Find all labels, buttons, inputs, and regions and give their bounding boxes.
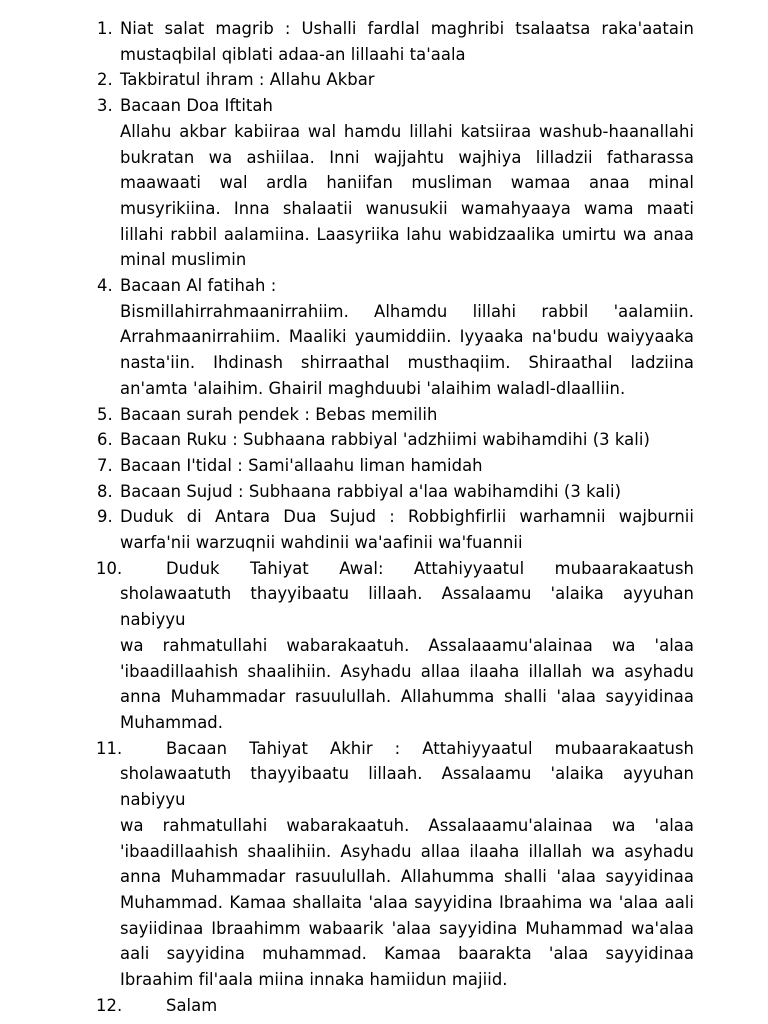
item-number: 2.: [97, 70, 113, 90]
item-text-line: Duduk di Antara Dua Sujud : Robbighfirlii warhamnii wajburnii: [120, 507, 694, 527]
item-text-line: mustaqbilal qiblati adaa-an lillaahi ta'aala: [120, 44, 466, 64]
list-item: [0, 67, 768, 93]
item-text-line: Muhammad. Kamaa shallaita 'alaa sayyidina Ibraahima wa 'alaa aali: [120, 892, 694, 912]
item-text-line: 'ibaadillaahish shaalihiin. Asyhadu allaa ilaaha illallah wa asyhadu: [120, 661, 694, 681]
item-text-line: maawaati wal ardla haniifan musliman wamaa anaa minal: [120, 173, 694, 193]
item-text-line: anna Muhammadar rasuulullah. Allahumma shalli 'alaa sayyidinaa: [120, 867, 694, 887]
item-text-line: Salam: [166, 995, 218, 1015]
item-number: 6.: [97, 430, 113, 450]
item-number: 12.: [96, 995, 123, 1015]
item-text-line: Arrahmaanirrahiim. Maaliki yaumiddiin. Iyyaaka na'budu waiyyaaka: [120, 327, 694, 347]
item-heading: Bacaan Doa Iftitah: [120, 96, 273, 116]
item-first-line: [96, 736, 694, 762]
item-text-line: Takbiratul ihram : Allahu Akbar: [120, 70, 375, 90]
item-number: 10.: [96, 558, 123, 578]
list-item: [0, 16, 768, 67]
item-text-line: bukratan wa ashiilaa. Inni wajjahtu wajhiya lilladzii fatharassa: [120, 147, 694, 167]
item-number: 5.: [97, 404, 113, 424]
item-text-line: minal muslimin: [120, 250, 247, 270]
prayer-steps-list: [0, 16, 768, 1018]
item-number: 8.: [97, 481, 113, 501]
item-text-line: Muhammad.: [120, 712, 224, 732]
list-item: [0, 993, 768, 1019]
item-text-line: sholawaatuth thayyibaatu lillaah. Assalaamu 'alaika ayyuhan nabiyyu: [120, 764, 694, 810]
item-text-line: musyrikiina. Inna shalaatii wanusukii wamahyaaya wama maati: [120, 198, 694, 218]
item-text-line: Niat salat magrib : Ushalli fardlal maghribi tsalaatsa raka'aatain: [120, 19, 694, 38]
list-item: [0, 736, 768, 993]
item-text-line: Bismillahirrahmaanirrahiim. Alhamdu lillahi rabbil 'aalamiin.: [120, 301, 694, 321]
item-text-line: warfa'nii warzuqnii wahdinii wa'aafinii wa'fuannii: [120, 533, 523, 553]
item-text-line: wa rahmatullahi wabarakaatuh. Assalaaamu'alainaa wa 'alaa: [120, 635, 694, 655]
item-number: 7.: [97, 455, 113, 475]
item-number: 1.: [97, 19, 113, 38]
item-text-line: nasta'iin. Ihdinash shirraathal musthaqiim. Shiraathal ladziina: [120, 353, 694, 373]
item-text-line: an'amta 'alaihim. Ghairil maghduubi 'alaihim waladl-dlaalliin.: [120, 378, 626, 398]
item-text-line: aali sayyidina muhammad. Kamaa baarakta 'alaa sayyidinaa: [120, 944, 694, 964]
item-text-line: lillahi rabbil aalamiina. Laasyriika lahu wabidzaalika umirtu wa anaa: [120, 224, 694, 244]
list-item: [0, 93, 768, 273]
item-first-line: [96, 993, 694, 1019]
list-item: [0, 453, 768, 479]
list-item: [0, 479, 768, 505]
item-text-line: Bacaan I'tidal : Sami'allaahu liman hamidah: [120, 455, 483, 475]
item-number: 4.: [97, 276, 113, 296]
item-text-line: sayiidinaa Ibraahimm wabaarik 'alaa sayyidina Muhammad wa'alaa: [120, 918, 694, 938]
item-text-line: wa rahmatullahi wabarakaatuh. Assalaaamu'alainaa wa 'alaa: [120, 815, 694, 835]
item-text-line: Bacaan Tahiyat Akhir : Attahiyyaatul mubaarakaatush: [166, 738, 694, 758]
list-item: [0, 273, 768, 402]
list-item: [0, 556, 768, 736]
item-text-line: Allahu akbar kabiiraa wal hamdu lillahi katsiiraa washub-haanallahi: [120, 121, 694, 141]
item-text-line: Bacaan Sujud : Subhaana rabbiyal a'laa wabihamdihi (3 kali): [120, 481, 622, 501]
item-text-line: Bacaan surah pendek : Bebas memilih: [120, 404, 438, 424]
list-item: [0, 427, 768, 453]
item-text-line: Ibraahim fil'aala miina innaka hamiidun majiid.: [120, 970, 508, 990]
item-first-line: [96, 556, 694, 582]
item-text-line: anna Muhammadar rasuulullah. Allahumma shalli 'alaa sayyidinaa: [120, 687, 694, 707]
item-number: 9.: [97, 507, 113, 527]
list-item: [0, 402, 768, 428]
list-item: [0, 504, 768, 555]
item-heading: Bacaan Al fatihah :: [120, 276, 277, 296]
item-text-line: 'ibaadillaahish shaalihiin. Asyhadu allaa ilaaha illallah wa asyhadu: [120, 841, 694, 861]
item-text-line: Bacaan Ruku : Subhaana rabbiyal 'adzhiimi wabihamdihi (3 kali): [120, 430, 650, 450]
item-number: 11.: [96, 738, 123, 758]
item-text-line: Duduk Tahiyat Awal: Attahiyyaatul mubaarakaatush: [166, 558, 694, 578]
item-text-line: sholawaatuth thayyibaatu lillaah. Assalaamu 'alaika ayyuhan nabiyyu: [120, 584, 694, 630]
item-number: 3.: [97, 96, 113, 116]
